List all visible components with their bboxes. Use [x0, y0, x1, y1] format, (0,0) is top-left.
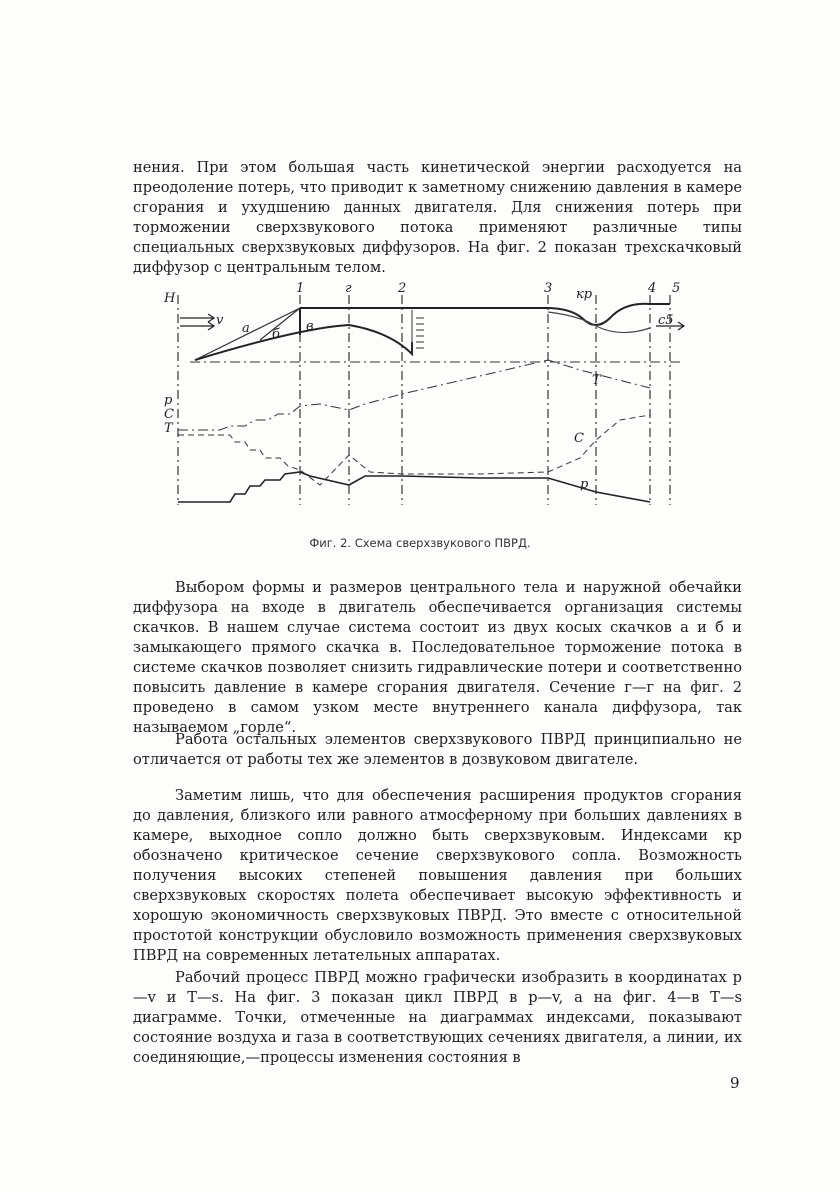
curve-C [178, 415, 650, 485]
paragraph-cycle: Рабочий процесс ПВРД можно графически изобразить в координатах p—v и T—s. На фиг. 3 показан цикл ПВРД в p—v, а на фиг. 4—в T—s диаграмме. Точки, отмеченные на диаграммах индексами, показывают состояние воздуха и газа в соответствующих сечениях двигателя, а линии, их соединяющие,—процессы изменения состояния в [133, 969, 742, 1066]
axis-label-T: T [164, 421, 173, 436]
axis-label-p: p [164, 393, 173, 408]
page-number: 9 [730, 1074, 740, 1092]
label-b: б [272, 327, 280, 342]
label-C-curve: C [574, 431, 584, 446]
nozzle-lower-wall [548, 312, 650, 333]
shock-b [260, 308, 300, 340]
figure-ramjet-schematic [150, 280, 690, 520]
figure-caption: Фиг. 2. Схема сверхзвукового ПВРД. [309, 536, 531, 550]
paragraph-nozzle: Заметим лишь, что для обеспечения расширения продуктов сгорания до давления, близкого или равного атмосферному при больших давлениях в камере, выходное сопло должно быть сверхзвуковым. Индексами кр обозначено критическое сечение сверхзвукового сопла. Возможность получения высоких степеней повышения давления при больших сверхзвуковых скоростях полета обеспечивает высокую эффективность и хорошую экономичность сверхзвуковых ПВРД. Это вместе с относительной простотой конструкции обусловило возможность применения сверхзвуковых ПВРД на современных летательных аппаратах. [133, 787, 742, 964]
label-p-curve: p [580, 477, 589, 492]
central-body [195, 325, 412, 360]
axis-label-C: C [164, 407, 174, 422]
flow-arrows [180, 314, 684, 330]
fuel-injectors [412, 310, 424, 354]
label-vv: в [306, 319, 314, 334]
label-c5: c5 [658, 313, 674, 328]
engine-outer-wall [300, 304, 670, 325]
label-v: v [216, 313, 224, 328]
label-section-1: 1 [296, 281, 305, 296]
label-section-3: 3 [544, 281, 553, 296]
curve-T [178, 360, 650, 430]
label-H: H [164, 291, 176, 306]
paragraph-intro: нения. При этом большая часть кинетической энергии расходуется на преодоление потерь, что приводит к заметному снижению давления в камере сгорания и ухудшению данных двигателя. Для снижения потерь при торможении сверхзвукового потока применяют различные типы специальных сверхзвуковых диффузоров. На фиг. 2 показан трехскачковый диффузор с центральным телом. [133, 159, 742, 276]
label-section-2: 2 [398, 281, 407, 296]
label-section-4: 4 [648, 281, 657, 296]
label-section-5: 5 [672, 281, 681, 296]
label-section-g: г [345, 281, 352, 296]
paragraph-elements: Работа остальных элементов сверхзвукового ПВРД принципиально не отличается от работы тех же элементов в дозвуковом двигателе. [133, 731, 742, 768]
label-T-curve: T [592, 373, 601, 388]
label-a: а [242, 321, 250, 336]
paragraph-shocks: Выбором формы и размеров центрального тела и наружной обечайки диффузора на входе в двигатель обеспечивается организация системы скачков. В нашем случае система состоит из двух косых скачков а и б и замыкающего прямого скачка в. Последовательное торможение потока в системе скачков позволяет снизить гидравлические потери и соответственно повысить давление в камере сгорания двигателя. Сечение г—г на фиг. 2 проведено в самом узком месте внутреннего канала диффузора, так называемом „горле“. [133, 579, 742, 736]
label-section-kr: кр [576, 287, 593, 302]
